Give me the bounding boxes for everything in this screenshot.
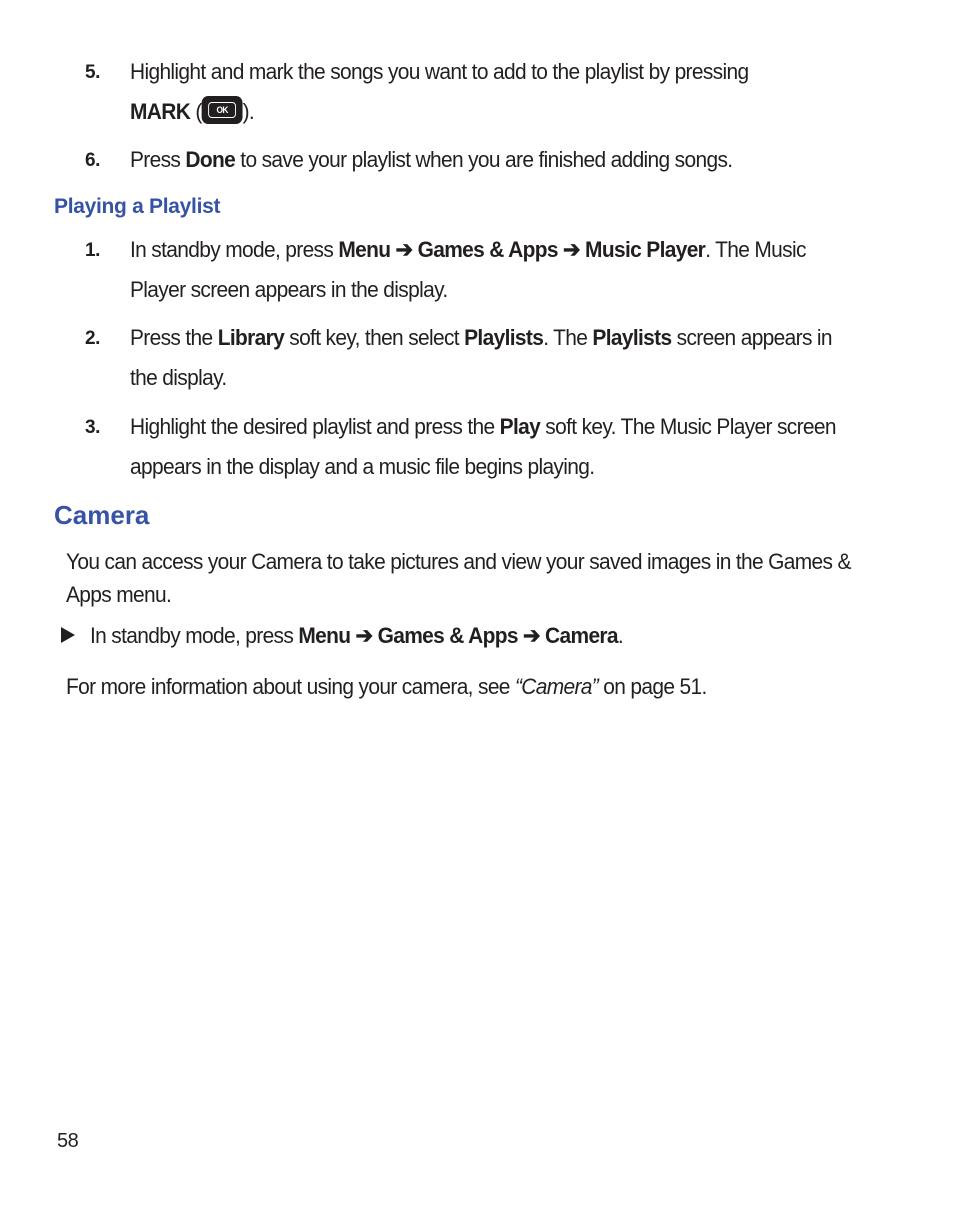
section-subheading: Playing a Playlist [54,195,221,218]
step-number: 1. [85,240,100,261]
step-text: Highlight and mark the songs you want to add to the playlist by pressing MARK ( OK ). [130,59,749,124]
step-number: 6. [85,150,100,171]
step-text: In standby mode, press Menu ➔ Games & Apps ➔ Music Player. The Music Player screen appears in the display. [130,237,806,302]
step-number: 3. [85,417,100,438]
step-text: Press Done to save your playlist when you are finished adding songs. [130,147,733,172]
section-heading: Camera [54,500,150,530]
camera-cross-reference: “Camera” [514,674,599,699]
mark-label: MARK [130,99,191,124]
camera-more-info: For more information about using your camera, see “Camera” on page 51. [66,674,707,699]
step-number: 2. [85,328,100,349]
step-number: 5. [85,62,100,83]
bullet-arrow-icon [61,627,75,643]
ok-key-icon: OK [202,96,243,124]
page-number: 58 [57,1130,79,1152]
step-text: Highlight the desired playlist and press the Play soft key. The Music Player screen appears in the display and a music file begins playing. [130,414,836,479]
step-text: Press the Library soft key, then select Playlists. The Playlists screen appears in the display. [130,325,832,390]
camera-bullet: In standby mode, press Menu ➔ Games & Apps ➔ Camera. [90,623,624,648]
camera-intro: You can access your Camera to take pictures and view your saved images in the Games & Apps menu. [66,549,851,607]
